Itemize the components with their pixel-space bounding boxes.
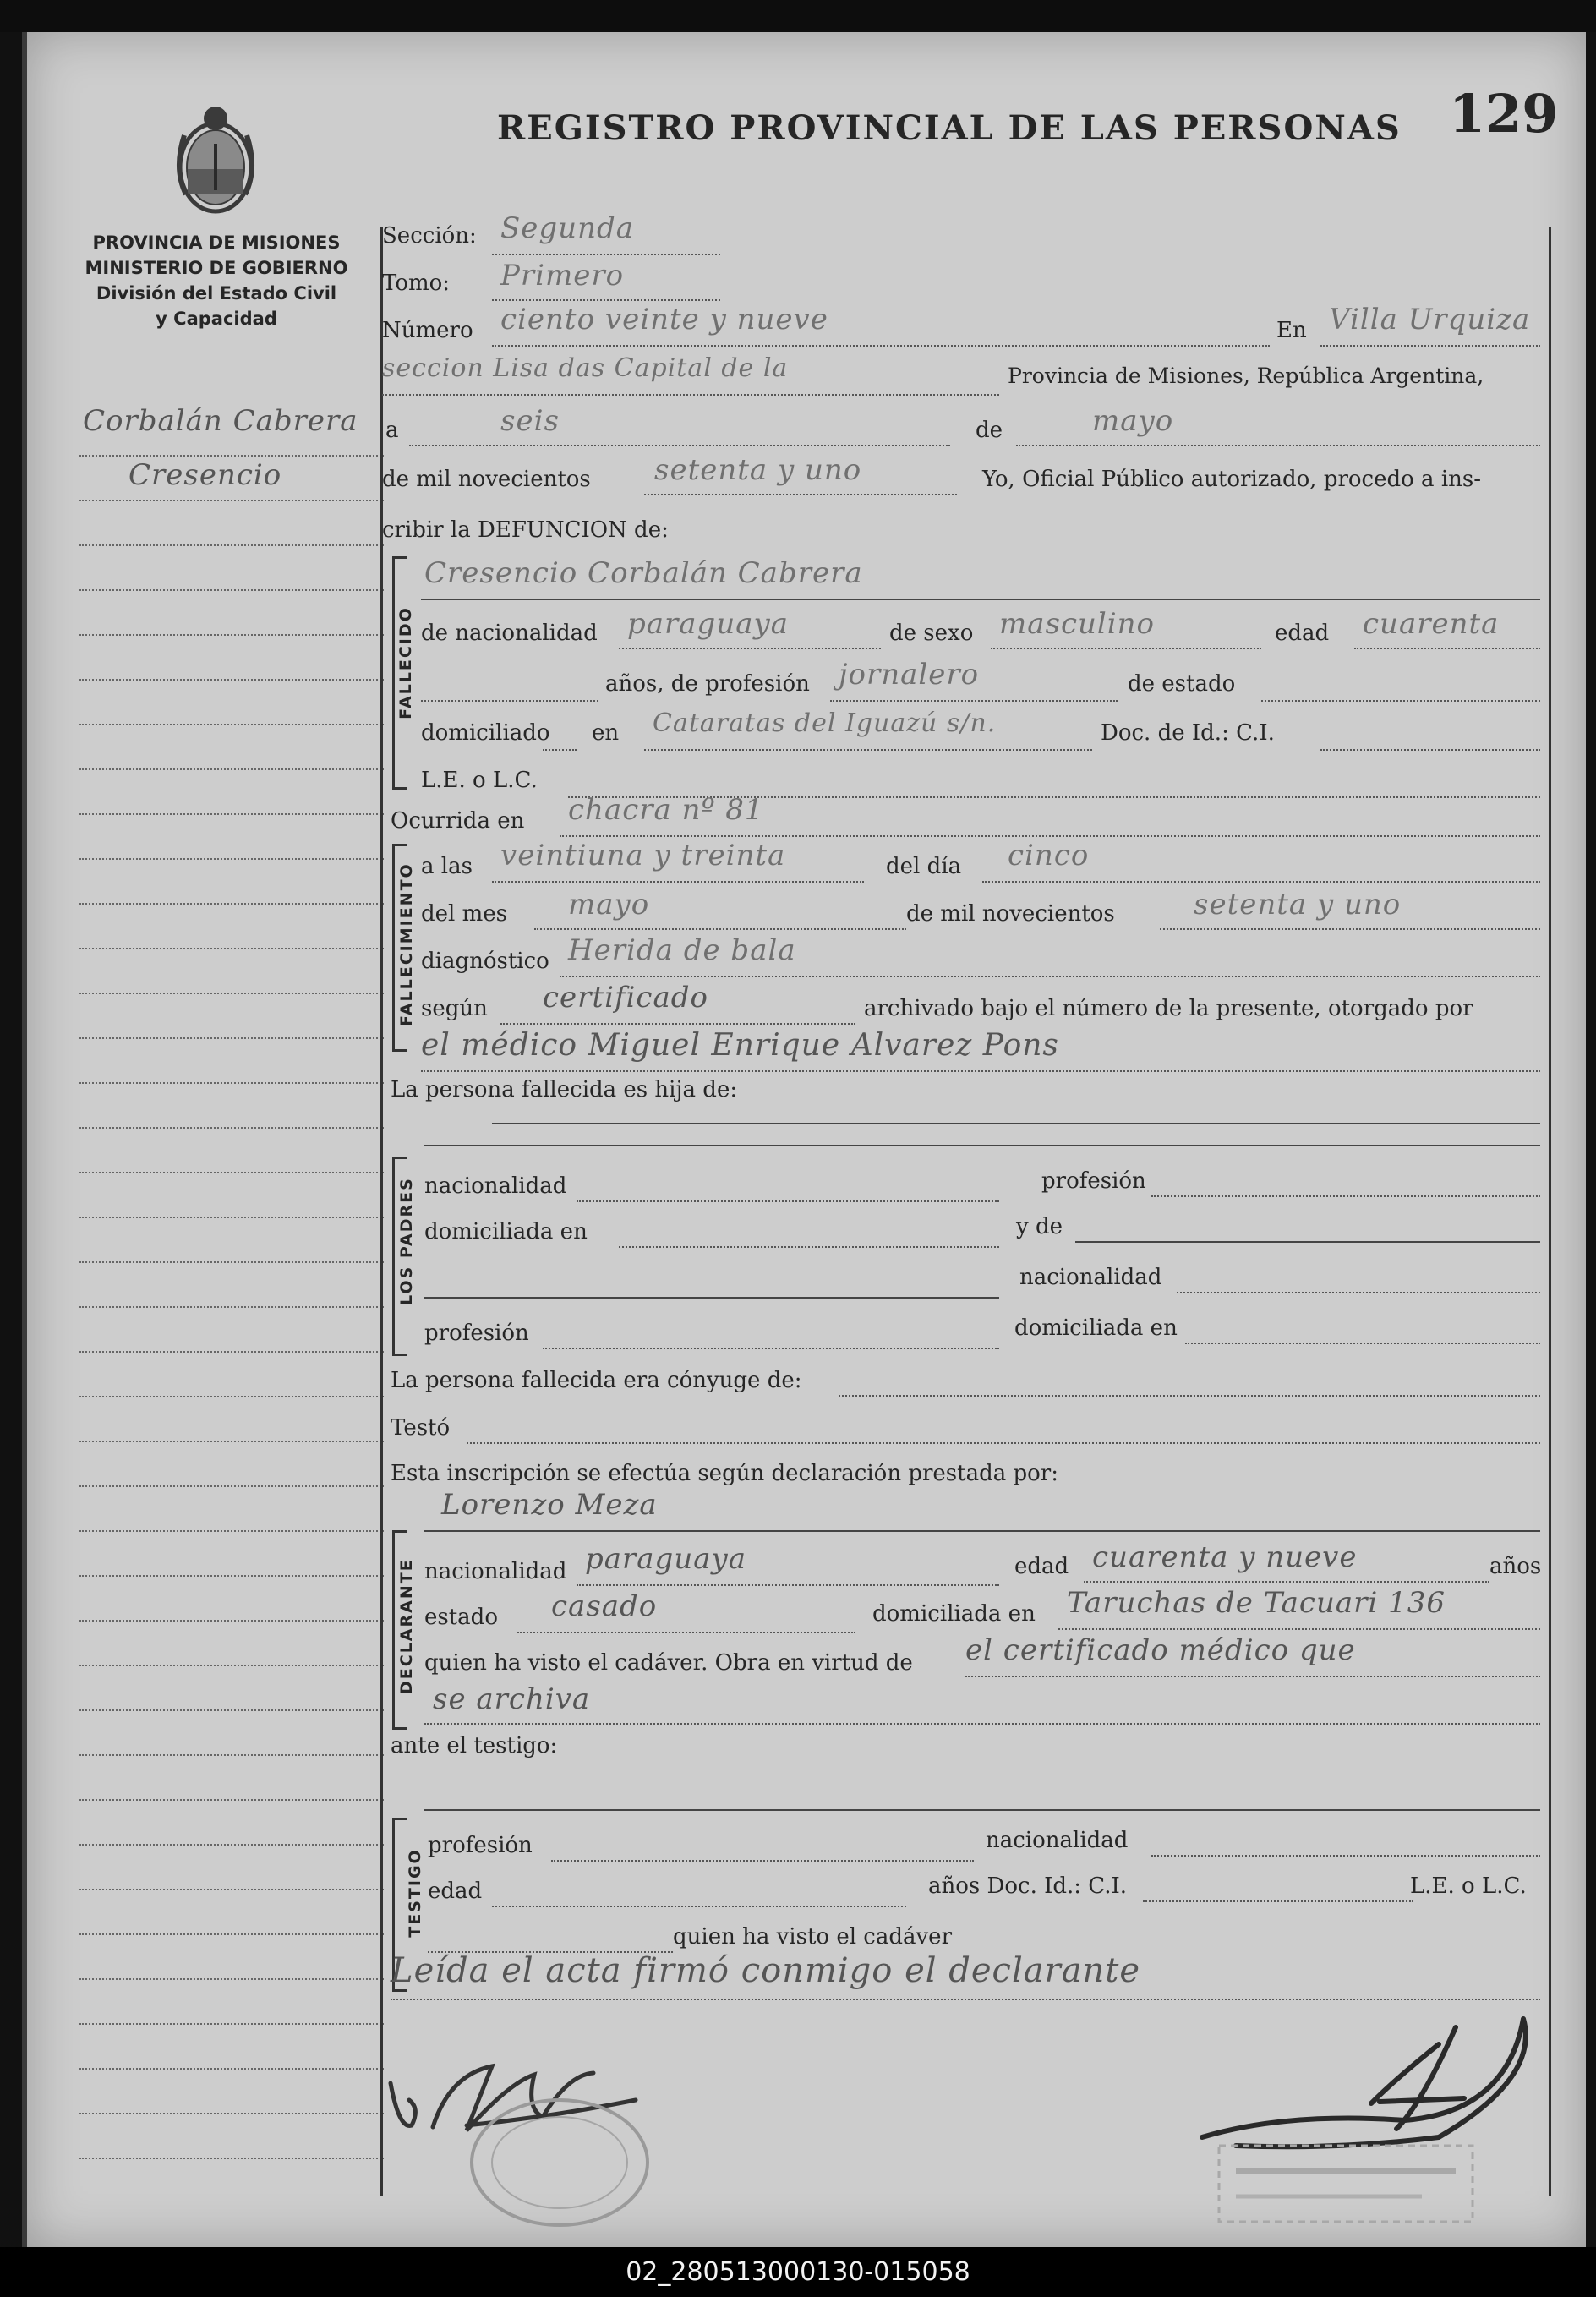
line-seccion bbox=[492, 254, 720, 255]
value-mes: mayo bbox=[568, 888, 650, 922]
value-declarante: Lorenzo Meza bbox=[441, 1488, 658, 1522]
line-testigo-nombre bbox=[424, 1809, 1540, 1811]
label-inscribir: cribir la DEFUNCION de: bbox=[382, 517, 669, 543]
label-anos-profesion: años, de profesión bbox=[605, 671, 810, 697]
margin-rule bbox=[79, 1754, 384, 1756]
margin-rule bbox=[79, 724, 384, 725]
line-declarante bbox=[424, 1530, 1540, 1532]
line-decl-estado bbox=[517, 1632, 855, 1633]
label-yo-oficial: Yo, Oficial Público autorizado, procedo a ins- bbox=[982, 467, 1482, 492]
label-padres-domiciliada: domiciliada en bbox=[424, 1219, 588, 1244]
margin-rule bbox=[79, 1665, 384, 1666]
margin-note-surname: Corbalán Cabrera bbox=[83, 404, 358, 438]
label-decl-domiciliada: domiciliada en bbox=[872, 1601, 1036, 1627]
margin-rule bbox=[79, 903, 384, 905]
label-de-mil-novecientos-2: de mil novecientos bbox=[906, 901, 1115, 927]
line-sexo bbox=[991, 648, 1261, 649]
section-fallecimiento: FALLECIMIENTO bbox=[397, 862, 416, 1026]
value-decl-nacionalidad: paraguaya bbox=[585, 1542, 746, 1576]
line-a bbox=[409, 445, 950, 446]
coat-of-arms-icon bbox=[169, 101, 262, 220]
margin-rule bbox=[79, 1620, 384, 1622]
margin-rule bbox=[79, 1530, 384, 1532]
line-padres-domiciliada-2 bbox=[1185, 1343, 1540, 1344]
margin-rule bbox=[79, 2023, 384, 2025]
value-ocurrida: chacra nº 81 bbox=[568, 793, 764, 827]
margin-rule bbox=[79, 858, 384, 860]
margin-rule bbox=[79, 634, 384, 636]
margin-rule bbox=[79, 1217, 384, 1218]
label-decl-anos: años bbox=[1489, 1554, 1542, 1579]
margin-rule bbox=[79, 1441, 384, 1442]
label-en-domicilio: en bbox=[592, 720, 620, 746]
line-test-profesion bbox=[551, 1860, 974, 1862]
value-segun: certificado bbox=[543, 981, 708, 1015]
value-anio: setenta y uno bbox=[654, 453, 862, 487]
label-padres-domiciliada-2: domiciliada en bbox=[1014, 1315, 1178, 1341]
margin-rule bbox=[79, 1978, 384, 1980]
line-decl-obra bbox=[965, 1676, 1540, 1677]
line-decl-obra-2 bbox=[424, 1723, 1540, 1725]
label-del-dia: del día bbox=[886, 854, 962, 879]
line-test-doc bbox=[1143, 1900, 1413, 1902]
label-domiciliado: domiciliado bbox=[421, 720, 550, 746]
line-padres-profesion-2 bbox=[543, 1348, 999, 1349]
label-le-lc: L.E. o L.C. bbox=[421, 768, 538, 793]
line-y-de bbox=[1075, 1241, 1540, 1243]
label-archivado: archivado bajo el número de la presente, otorgado por bbox=[864, 996, 1473, 1021]
margin-rule bbox=[79, 1306, 384, 1308]
value-medico: el médico Miguel Enrique Alvarez Pons bbox=[421, 1028, 1059, 1063]
line-doc-id bbox=[1320, 749, 1540, 751]
label-test-edad: edad bbox=[428, 1879, 483, 1904]
label-doc-id: Doc. de Id.: C.I. bbox=[1101, 720, 1275, 746]
margin-rule bbox=[79, 2068, 384, 2070]
label-del-mes: del mes bbox=[421, 901, 507, 927]
margin-rule bbox=[79, 2158, 384, 2159]
value-decl-domicilio: Taruchas de Tacuari 136 bbox=[1067, 1586, 1446, 1620]
margin-rule bbox=[79, 948, 384, 949]
label-decl-edad: edad bbox=[1014, 1554, 1069, 1579]
label-seccion: Sección: bbox=[382, 223, 477, 249]
line-numero bbox=[492, 345, 1270, 347]
label-de-estado: de estado bbox=[1128, 671, 1236, 697]
issuer-header bbox=[73, 230, 360, 331]
header-line-province: PROVINCIA DE MISIONES bbox=[92, 232, 341, 253]
value-diagnostico: Herida de bala bbox=[568, 933, 796, 967]
label-padres-profesion-2: profesión bbox=[424, 1321, 529, 1346]
line-domicilio bbox=[644, 749, 1092, 751]
line-medico bbox=[421, 1070, 1540, 1072]
line-padres-nacionalidad bbox=[577, 1200, 999, 1202]
line-nacionalidad bbox=[619, 648, 881, 649]
label-decl-cadaver: quien ha visto el cadáver. Obra en virtud de bbox=[424, 1650, 913, 1676]
label-segun: según bbox=[421, 996, 488, 1021]
line-anio2 bbox=[1160, 928, 1540, 930]
margin-rule bbox=[79, 2113, 384, 2114]
line-domiciliado-tick bbox=[543, 749, 577, 751]
folio-number: 129 bbox=[1449, 83, 1559, 145]
margin-rule bbox=[79, 500, 384, 501]
label-en: En bbox=[1276, 318, 1307, 343]
value-decl-obra-2: se archiva bbox=[433, 1682, 591, 1716]
value-hora: veintiuna y treinta bbox=[500, 839, 786, 872]
value-seccion-loc: seccion Lisa das Capital de la bbox=[382, 353, 789, 383]
margin-note-firstname: Cresencio bbox=[128, 458, 282, 492]
label-de-nacionalidad: de nacionalidad bbox=[421, 621, 598, 646]
value-nombre: Cresencio Corbalán Cabrera bbox=[424, 556, 863, 590]
margin-rule bbox=[79, 1037, 384, 1039]
label-de: de bbox=[976, 418, 1003, 443]
margin-rule bbox=[79, 1396, 384, 1397]
label-de-sexo: de sexo bbox=[889, 621, 974, 646]
label-ante-testigo: ante el testigo: bbox=[391, 1733, 558, 1758]
official-signature bbox=[1185, 2010, 1549, 2154]
margin-rule bbox=[79, 1082, 384, 1084]
section-declarante: DECLARANTE bbox=[397, 1558, 416, 1694]
value-profesion: jornalero bbox=[839, 658, 980, 692]
image-id-footer: 02_280513000130-015058 bbox=[0, 2247, 1596, 2297]
line-en bbox=[1320, 345, 1540, 347]
header-line-ministry: MINISTERIO DE GOBIERNO bbox=[85, 258, 348, 278]
margin-rule bbox=[79, 993, 384, 994]
line-test-edad bbox=[492, 1906, 906, 1907]
line-estado bbox=[1261, 700, 1540, 702]
margin-rule bbox=[79, 1889, 384, 1890]
value-numero: ciento veinte y nueve bbox=[500, 303, 828, 336]
margin-rule bbox=[79, 1261, 384, 1263]
label-de-mil-novecientos: de mil novecientos bbox=[382, 467, 591, 492]
margin-rule bbox=[79, 679, 384, 681]
label-padres-nacionalidad-2: nacionalidad bbox=[1019, 1265, 1162, 1290]
label-provincia: Provincia de Misiones, República Argentina, bbox=[1008, 364, 1484, 388]
value-decl-obra: el certificado médico que bbox=[965, 1633, 1356, 1667]
line-test-nacionalidad bbox=[1151, 1855, 1540, 1857]
label-test-le-lc: L.E. o L.C. bbox=[1410, 1873, 1527, 1899]
stamp-seal-right bbox=[1211, 2137, 1481, 2230]
line-padres-nacionalidad-2 bbox=[1177, 1292, 1540, 1293]
line-segun bbox=[500, 1023, 855, 1025]
label-padres-profesion: profesión bbox=[1041, 1168, 1146, 1194]
line-padre-nombre-1 bbox=[492, 1123, 1540, 1124]
label-testo: Testó bbox=[391, 1415, 451, 1441]
line-ocurrida bbox=[560, 835, 1540, 837]
margin-rule bbox=[79, 1844, 384, 1846]
value-anio2: setenta y uno bbox=[1194, 888, 1402, 922]
margin-rule bbox=[79, 1351, 384, 1353]
label-a: a bbox=[385, 418, 399, 443]
register-page bbox=[22, 32, 1586, 2247]
value-tomo: Primero bbox=[500, 259, 625, 293]
line-profesion bbox=[830, 700, 1118, 702]
section-testigo: TESTIGO bbox=[406, 1848, 424, 1938]
line-madre-nombre bbox=[424, 1297, 999, 1299]
label-decl-estado: estado bbox=[424, 1605, 498, 1630]
line-dia bbox=[982, 881, 1540, 883]
label-test-anos-doc: años Doc. Id.: C.I. bbox=[928, 1873, 1128, 1899]
value-a: seis bbox=[500, 404, 560, 438]
line-decl-domicilio bbox=[1058, 1628, 1540, 1630]
line-decl-edad bbox=[1084, 1581, 1489, 1583]
line-edad bbox=[1354, 648, 1540, 649]
value-leida: Leída el acta firmó conmigo el declarante bbox=[391, 1951, 1141, 1990]
margin-rule bbox=[79, 768, 384, 770]
line-padres-domiciliada bbox=[619, 1246, 999, 1248]
label-hija-de: La persona fallecida es hija de: bbox=[391, 1077, 738, 1102]
value-decl-edad: cuarenta y nueve bbox=[1092, 1540, 1358, 1574]
margin-rule bbox=[79, 1575, 384, 1577]
line-leida bbox=[391, 1999, 1540, 2000]
margin-rule bbox=[79, 1127, 384, 1129]
value-seccion: Segunda bbox=[500, 211, 635, 245]
line-padre-nombre-2 bbox=[424, 1145, 1540, 1146]
top-edge bbox=[0, 0, 1596, 32]
line-nombre bbox=[421, 599, 1540, 600]
label-edad: edad bbox=[1275, 621, 1330, 646]
line-diagnostico bbox=[560, 976, 1540, 977]
section-los-padres: LOS PADRES bbox=[397, 1177, 416, 1305]
line-testo bbox=[467, 1442, 1540, 1444]
label-decl-nacionalidad: nacionalidad bbox=[424, 1559, 567, 1584]
margin-rule bbox=[79, 589, 384, 591]
header-line-division: División del Estado Civil bbox=[96, 283, 337, 304]
header-line-capacity: y Capacidad bbox=[156, 309, 277, 329]
label-y-de: y de bbox=[1016, 1214, 1063, 1239]
value-en: Villa Urquiza bbox=[1329, 303, 1531, 336]
official-stamp bbox=[467, 2095, 653, 2230]
margin-rule bbox=[79, 1799, 384, 1801]
line-tomo bbox=[492, 299, 720, 301]
margin-rule bbox=[79, 1709, 384, 1711]
label-diagnostico: diagnóstico bbox=[421, 949, 549, 974]
section-fallecido: FALLECIDO bbox=[396, 606, 415, 719]
label-padres-nacionalidad: nacionalidad bbox=[424, 1173, 567, 1199]
label-numero: Número bbox=[382, 318, 473, 343]
value-nacionalidad: paraguaya bbox=[627, 607, 789, 641]
line-mes bbox=[534, 928, 906, 930]
line-edad-anos bbox=[421, 700, 598, 702]
value-domicilio: Cataratas del Iguazú s/n. bbox=[653, 708, 997, 738]
margin-rule bbox=[79, 1172, 384, 1173]
page-title: REGISTRO PROVINCIAL DE LAS PERSONAS bbox=[497, 108, 1402, 148]
label-ocurrida-en: Ocurrida en bbox=[391, 808, 525, 834]
value-de-mes: mayo bbox=[1092, 404, 1174, 438]
line-anio bbox=[644, 494, 957, 495]
label-conyuge: La persona fallecida era cónyuge de: bbox=[391, 1368, 802, 1393]
margin-rule bbox=[79, 813, 384, 815]
label-tomo: Tomo: bbox=[382, 271, 451, 296]
right-divider-line bbox=[1549, 227, 1551, 2196]
label-test-profesion: profesión bbox=[428, 1833, 533, 1858]
margin-rule bbox=[79, 455, 384, 457]
value-edad: cuarenta bbox=[1363, 607, 1500, 641]
line-decl-nacionalidad bbox=[577, 1584, 999, 1586]
margin-rule bbox=[79, 544, 384, 546]
value-dia: cinco bbox=[1008, 839, 1090, 872]
value-sexo: masculino bbox=[999, 607, 1156, 641]
line-seccion-loc bbox=[382, 394, 999, 396]
line-padres-profesion bbox=[1151, 1195, 1540, 1197]
label-a-las: a las bbox=[421, 854, 473, 879]
line-hora bbox=[492, 881, 864, 883]
label-declaracion: Esta inscripción se efectúa según declaración prestada por: bbox=[391, 1461, 1058, 1486]
line-conyuge bbox=[839, 1395, 1540, 1397]
value-decl-estado: casado bbox=[551, 1589, 658, 1623]
margin-rule bbox=[79, 1933, 384, 1935]
margin-rule bbox=[79, 1485, 384, 1487]
label-test-nacionalidad: nacionalidad bbox=[986, 1828, 1129, 1853]
label-test-cadaver: quien ha visto el cadáver bbox=[673, 1924, 953, 1950]
line-de bbox=[1016, 445, 1540, 446]
